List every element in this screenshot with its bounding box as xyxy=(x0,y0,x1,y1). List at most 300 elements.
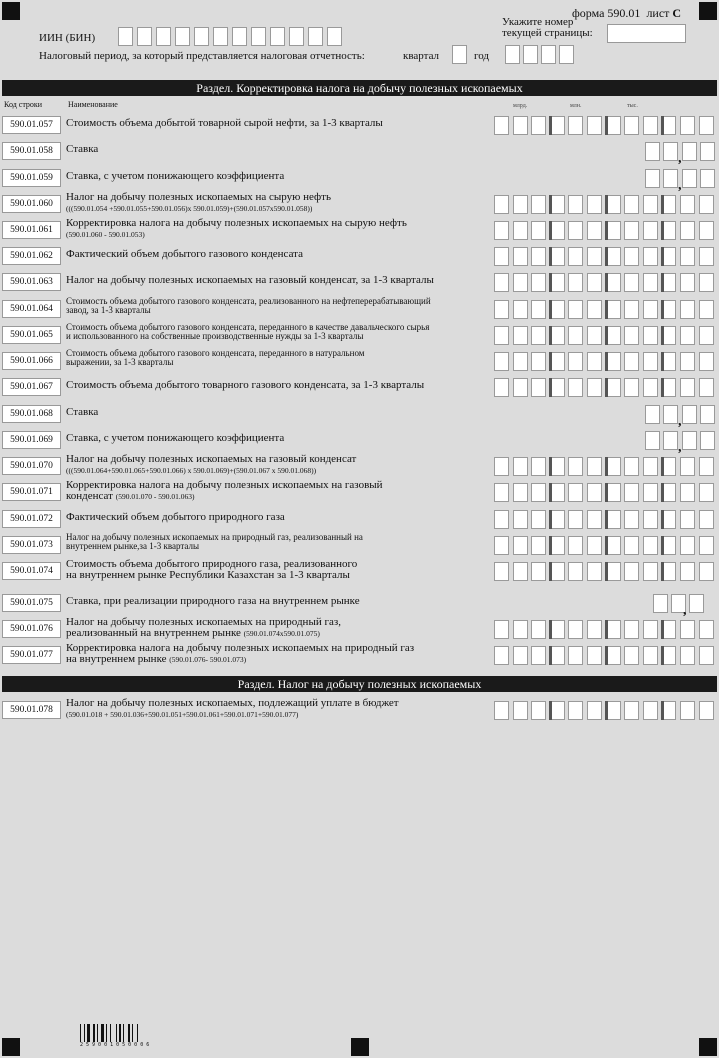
digit-cell[interactable] xyxy=(550,221,565,240)
form-row xyxy=(0,481,719,503)
digit-cell[interactable] xyxy=(643,116,658,135)
digit-cell[interactable] xyxy=(699,352,714,371)
digit-cell[interactable] xyxy=(568,646,583,665)
group-separator xyxy=(605,221,608,240)
digit-cell[interactable] xyxy=(494,221,509,240)
row-code: 590.01.076 xyxy=(2,620,61,638)
digit-cell[interactable] xyxy=(587,457,602,476)
digit-cell[interactable] xyxy=(531,562,546,581)
digit-cell[interactable] xyxy=(624,483,639,502)
digit-cell[interactable] xyxy=(568,536,583,555)
row-label: Стоимость объема добытого газового конденсата, реализованного на нефтеперерабатывающий завод, за 1-3 кварталы xyxy=(66,296,431,315)
year-field[interactable] xyxy=(505,45,581,65)
digit-cell[interactable] xyxy=(513,620,528,639)
form-row xyxy=(0,699,719,721)
row-code: 590.01.068 xyxy=(2,405,61,423)
digit-cell[interactable] xyxy=(587,701,602,720)
digit-cell[interactable] xyxy=(680,352,695,371)
digit-cell[interactable] xyxy=(624,646,639,665)
digit-cell[interactable] xyxy=(643,646,658,665)
digit-cell[interactable] xyxy=(680,510,695,529)
group-separator xyxy=(605,326,608,345)
digit-cell[interactable] xyxy=(624,326,639,345)
digit-cell[interactable] xyxy=(568,195,583,214)
form-row xyxy=(0,193,719,215)
digit-cell[interactable] xyxy=(494,116,509,135)
digit-cell[interactable] xyxy=(494,326,509,345)
digit-cell[interactable] xyxy=(624,116,639,135)
page-number-field[interactable] xyxy=(607,24,686,43)
digit-cell[interactable] xyxy=(643,326,658,345)
digit-cell[interactable] xyxy=(175,27,190,46)
digit-cell[interactable] xyxy=(531,273,546,292)
digit-cell[interactable] xyxy=(513,646,528,665)
digit-cell[interactable] xyxy=(568,483,583,502)
digit-cell[interactable] xyxy=(568,221,583,240)
digit-cell[interactable] xyxy=(550,457,565,476)
digit-cell[interactable] xyxy=(568,378,583,397)
row-label: Корректировка налога на добычу полезных ископаемых на природный газ на внутреннем рынке (590.01.076- 590.01.073) xyxy=(66,642,415,665)
digit-cell[interactable] xyxy=(513,116,528,135)
digit-cell[interactable] xyxy=(308,27,323,46)
digit-cell[interactable] xyxy=(643,378,658,397)
digit-cell[interactable] xyxy=(645,142,660,161)
row-code: 590.01.059 xyxy=(2,169,61,187)
digit-cell[interactable] xyxy=(700,142,715,161)
digit-cell[interactable] xyxy=(531,247,546,266)
digit-cell[interactable] xyxy=(531,510,546,529)
digit-cell[interactable] xyxy=(541,45,556,64)
group-separator xyxy=(661,326,664,345)
barcode-bar xyxy=(93,1024,95,1042)
digit-cell[interactable] xyxy=(663,405,678,424)
digit-cell[interactable] xyxy=(587,562,602,581)
digit-cell[interactable] xyxy=(232,27,247,46)
digit-cell[interactable] xyxy=(645,405,660,424)
digit-cell[interactable] xyxy=(494,646,509,665)
digit-cell[interactable] xyxy=(513,510,528,529)
digit-cell[interactable] xyxy=(680,457,695,476)
row-code: 590.01.058 xyxy=(2,142,61,160)
digit-cell[interactable] xyxy=(624,701,639,720)
digit-cell[interactable] xyxy=(587,378,602,397)
digit-cell[interactable] xyxy=(531,457,546,476)
group-separator xyxy=(549,510,552,529)
digit-cell[interactable] xyxy=(550,247,565,266)
iin-field[interactable] xyxy=(118,27,358,47)
barcode-bar xyxy=(128,1024,130,1042)
digit-cell[interactable] xyxy=(550,326,565,345)
digit-cell[interactable] xyxy=(550,646,565,665)
digit-cell[interactable] xyxy=(513,300,528,319)
row-label: Налог на добычу полезных ископаемых на сырую нефть (((590.01.054 +590.01.055+590.01.056)x 590.01.059)+(590.01.057x590.01.058)) xyxy=(66,191,331,213)
digit-cell[interactable] xyxy=(550,483,565,502)
digit-cell[interactable] xyxy=(700,169,715,188)
quarter-field[interactable] xyxy=(452,45,467,64)
digit-cell[interactable] xyxy=(699,483,714,502)
digit-cell[interactable] xyxy=(699,536,714,555)
digit-cell[interactable] xyxy=(494,620,509,639)
digit-cell[interactable] xyxy=(513,457,528,476)
digit-cell[interactable] xyxy=(531,483,546,502)
row-label: Налог на добычу полезных ископаемых, подлежащий уплате в бюджет (590.01.018 + 590.01.036+590.01.051+590.01.061+590.01.071+590.01.077) xyxy=(66,697,399,719)
digit-cell[interactable] xyxy=(523,45,538,64)
page-number-prompt: Укажите номер текущей страницы: xyxy=(502,16,593,39)
digit-cell[interactable] xyxy=(699,646,714,665)
digit-cell[interactable] xyxy=(251,27,266,46)
digit-cell[interactable] xyxy=(653,594,668,613)
row-code: 590.01.075 xyxy=(2,594,61,612)
digit-cell[interactable] xyxy=(699,620,714,639)
row-code: 590.01.067 xyxy=(2,378,61,396)
digit-cell[interactable] xyxy=(624,352,639,371)
digit-cell[interactable] xyxy=(624,273,639,292)
digit-cell[interactable] xyxy=(513,247,528,266)
digit-cell[interactable] xyxy=(494,352,509,371)
digit-cell[interactable] xyxy=(587,221,602,240)
digit-cell[interactable] xyxy=(587,620,602,639)
group-separator xyxy=(549,116,552,135)
row-code: 590.01.060 xyxy=(2,195,61,213)
digit-cell[interactable] xyxy=(680,483,695,502)
digit-cell[interactable] xyxy=(550,195,565,214)
barcode-bar xyxy=(106,1024,107,1042)
digit-cell[interactable] xyxy=(568,510,583,529)
digit-cell[interactable] xyxy=(513,221,528,240)
digit-cell[interactable] xyxy=(587,536,602,555)
digit-cell[interactable] xyxy=(643,457,658,476)
digit-cell[interactable] xyxy=(327,27,342,46)
group-separator xyxy=(549,562,552,581)
group-separator xyxy=(549,326,552,345)
digit-cell[interactable] xyxy=(513,536,528,555)
digit-cell[interactable] xyxy=(680,326,695,345)
digit-cell[interactable] xyxy=(568,620,583,639)
digit-cell[interactable] xyxy=(624,221,639,240)
digit-cell[interactable] xyxy=(643,620,658,639)
row-code: 590.01.069 xyxy=(2,431,61,449)
form-row xyxy=(0,534,719,556)
digit-cell[interactable] xyxy=(587,116,602,135)
digit-cell[interactable] xyxy=(531,620,546,639)
row-label: Ставка, с учетом понижающего коэффициента xyxy=(66,170,285,182)
group-separator xyxy=(549,536,552,555)
digit-cell[interactable] xyxy=(624,300,639,319)
digit-cell[interactable] xyxy=(531,326,546,345)
digit-cell[interactable] xyxy=(624,620,639,639)
digit-cell[interactable] xyxy=(513,378,528,397)
group-separator xyxy=(549,378,552,397)
digit-cell[interactable] xyxy=(531,300,546,319)
group-separator xyxy=(661,195,664,214)
digit-cell[interactable] xyxy=(643,221,658,240)
form-row xyxy=(0,560,719,582)
digit-cell[interactable] xyxy=(587,352,602,371)
digit-cell[interactable] xyxy=(137,27,152,46)
digit-cell[interactable] xyxy=(531,352,546,371)
digit-cell[interactable] xyxy=(643,247,658,266)
row-label: Стоимость объема добытой товарной сырой нефти, за 1-3 кварталы xyxy=(66,117,383,129)
barcode-bar xyxy=(137,1024,138,1042)
digit-cell[interactable] xyxy=(645,431,660,450)
barcode-bar xyxy=(87,1024,90,1042)
digit-cell[interactable] xyxy=(513,273,528,292)
group-separator xyxy=(549,273,552,292)
row-label: Стоимость объема добытого газового конденсата, переданного в качестве давальческого сырья и использованного на собственные производственные нужды за 1-3 кварталы xyxy=(66,322,430,341)
digit-cell[interactable] xyxy=(680,116,695,135)
digit-cell[interactable] xyxy=(289,27,304,46)
decimal-comma: , xyxy=(678,178,682,193)
barcode-bar xyxy=(110,1024,111,1042)
digit-cell[interactable] xyxy=(550,701,565,720)
digit-cell[interactable] xyxy=(568,352,583,371)
unit-million: млн. xyxy=(570,103,582,109)
form-row xyxy=(0,271,719,293)
digit-cell[interactable] xyxy=(550,620,565,639)
digit-cell[interactable] xyxy=(587,273,602,292)
digit-cell[interactable] xyxy=(213,27,228,46)
digit-cell[interactable] xyxy=(680,378,695,397)
digit-cell[interactable] xyxy=(682,431,697,450)
digit-cell[interactable] xyxy=(156,27,171,46)
digit-cell[interactable] xyxy=(568,326,583,345)
group-separator xyxy=(549,247,552,266)
decimal-comma: , xyxy=(678,440,682,455)
group-separator xyxy=(605,300,608,319)
digit-cell[interactable] xyxy=(663,142,678,161)
form-row xyxy=(0,167,719,193)
row-code: 590.01.066 xyxy=(2,352,61,370)
digit-cell[interactable] xyxy=(494,300,509,319)
digit-cell[interactable] xyxy=(494,457,509,476)
digit-cell[interactable] xyxy=(587,483,602,502)
digit-cell[interactable] xyxy=(568,273,583,292)
digit-cell[interactable] xyxy=(494,195,509,214)
digit-cell[interactable] xyxy=(643,510,658,529)
group-separator xyxy=(661,352,664,371)
digit-cell[interactable] xyxy=(699,116,714,135)
unit-thousand: тыс. xyxy=(627,103,638,109)
digit-cell[interactable] xyxy=(680,300,695,319)
form-row xyxy=(0,350,719,372)
digit-cell[interactable] xyxy=(699,221,714,240)
digit-cell[interactable] xyxy=(699,273,714,292)
form-number: форма 590.01 лист C xyxy=(572,6,682,20)
digit-cell[interactable] xyxy=(682,142,697,161)
row-code: 590.01.062 xyxy=(2,247,61,265)
barcode-bar xyxy=(101,1024,104,1042)
digit-cell[interactable] xyxy=(513,352,528,371)
digit-cell[interactable] xyxy=(513,483,528,502)
digit-cell[interactable] xyxy=(643,701,658,720)
group-separator xyxy=(549,195,552,214)
digit-cell[interactable] xyxy=(624,195,639,214)
digit-cell[interactable] xyxy=(587,300,602,319)
digit-cell[interactable] xyxy=(699,300,714,319)
digit-cell[interactable] xyxy=(624,457,639,476)
digit-cell[interactable] xyxy=(699,195,714,214)
group-separator xyxy=(661,116,664,135)
digit-cell[interactable] xyxy=(643,352,658,371)
digit-cell[interactable] xyxy=(663,431,678,450)
digit-cell[interactable] xyxy=(568,116,583,135)
form-row xyxy=(0,618,719,640)
digit-cell[interactable] xyxy=(680,701,695,720)
form-row xyxy=(0,245,719,267)
row-code: 590.01.072 xyxy=(2,510,61,528)
digit-cell[interactable] xyxy=(699,510,714,529)
registration-mark xyxy=(699,1038,717,1056)
digit-cell[interactable] xyxy=(494,247,509,266)
digit-cell[interactable] xyxy=(624,247,639,266)
digit-cell[interactable] xyxy=(643,195,658,214)
digit-cell[interactable] xyxy=(645,169,660,188)
barcode-bar xyxy=(123,1024,124,1042)
digit-cell[interactable] xyxy=(682,405,697,424)
digit-cell[interactable] xyxy=(699,701,714,720)
digit-cell[interactable] xyxy=(494,273,509,292)
digit-cell[interactable] xyxy=(194,27,209,46)
digit-cell[interactable] xyxy=(494,562,509,581)
digit-cell[interactable] xyxy=(699,378,714,397)
digit-cell[interactable] xyxy=(663,169,678,188)
digit-cell[interactable] xyxy=(624,378,639,397)
digit-cell[interactable] xyxy=(587,510,602,529)
digit-cell[interactable] xyxy=(550,116,565,135)
decimal-comma: , xyxy=(683,603,687,618)
group-separator xyxy=(661,701,664,720)
group-separator xyxy=(605,536,608,555)
digit-cell[interactable] xyxy=(680,536,695,555)
group-separator xyxy=(605,378,608,397)
digit-cell[interactable] xyxy=(643,273,658,292)
form-row xyxy=(0,455,719,477)
digit-cell[interactable] xyxy=(587,247,602,266)
digit-cell[interactable] xyxy=(680,221,695,240)
sheet-letter: C xyxy=(672,6,682,20)
group-separator xyxy=(549,352,552,371)
form-row xyxy=(0,403,719,429)
digit-cell[interactable] xyxy=(699,457,714,476)
digit-cell[interactable] xyxy=(587,646,602,665)
digit-cell[interactable] xyxy=(643,536,658,555)
digit-cell[interactable] xyxy=(513,562,528,581)
digit-cell[interactable] xyxy=(699,326,714,345)
digit-cell[interactable] xyxy=(531,195,546,214)
digit-cell[interactable] xyxy=(568,247,583,266)
digit-cell[interactable] xyxy=(550,273,565,292)
digit-cell[interactable] xyxy=(680,646,695,665)
digit-cell[interactable] xyxy=(699,562,714,581)
digit-cell[interactable] xyxy=(568,457,583,476)
digit-cell[interactable] xyxy=(680,562,695,581)
digit-cell[interactable] xyxy=(624,536,639,555)
unit-billion: млрд. xyxy=(513,103,528,109)
digit-cell[interactable] xyxy=(568,300,583,319)
group-separator xyxy=(661,221,664,240)
barcode-text: 2 5 9 0 0 1 0 5 0 0 0 6 xyxy=(80,1042,150,1048)
barcode-bar xyxy=(80,1024,81,1042)
digit-cell[interactable] xyxy=(680,195,695,214)
digit-cell[interactable] xyxy=(700,431,715,450)
digit-cell[interactable] xyxy=(531,701,546,720)
digit-cell[interactable] xyxy=(505,45,520,64)
digit-cell[interactable] xyxy=(550,352,565,371)
digit-cell[interactable] xyxy=(550,510,565,529)
digit-cell[interactable] xyxy=(550,300,565,319)
digit-cell[interactable] xyxy=(513,701,528,720)
row-code: 590.01.065 xyxy=(2,326,61,344)
digit-cell[interactable] xyxy=(531,116,546,135)
barcode-bar xyxy=(84,1024,85,1042)
group-separator xyxy=(605,352,608,371)
group-separator xyxy=(605,247,608,266)
digit-cell[interactable] xyxy=(550,536,565,555)
digit-cell[interactable] xyxy=(494,483,509,502)
digit-cell[interactable] xyxy=(624,510,639,529)
group-separator xyxy=(549,300,552,319)
digit-cell[interactable] xyxy=(531,378,546,397)
digit-cell[interactable] xyxy=(680,273,695,292)
row-label: Налог на добычу полезных ископаемых на природный газ, реализованный на внутреннем рынке (590.01.074x590.01.075) xyxy=(66,616,341,639)
digit-cell[interactable] xyxy=(531,646,546,665)
digit-cell[interactable] xyxy=(270,27,285,46)
group-separator xyxy=(605,562,608,581)
digit-cell[interactable] xyxy=(643,300,658,319)
digit-cell[interactable] xyxy=(550,562,565,581)
digit-cell[interactable] xyxy=(624,562,639,581)
digit-cell[interactable] xyxy=(550,378,565,397)
barcode-bar xyxy=(119,1024,121,1042)
digit-cell[interactable] xyxy=(680,247,695,266)
row-code: 590.01.071 xyxy=(2,483,61,501)
digit-cell[interactable] xyxy=(494,510,509,529)
registration-mark xyxy=(2,1038,20,1056)
digit-cell[interactable] xyxy=(587,195,602,214)
barcode-bar xyxy=(116,1024,117,1042)
digit-cell[interactable] xyxy=(568,562,583,581)
digit-cell[interactable] xyxy=(494,536,509,555)
digit-cell[interactable] xyxy=(494,701,509,720)
digit-cell[interactable] xyxy=(494,378,509,397)
digit-cell[interactable] xyxy=(587,326,602,345)
digit-cell[interactable] xyxy=(699,247,714,266)
digit-cell[interactable] xyxy=(643,562,658,581)
digit-cell[interactable] xyxy=(513,326,528,345)
digit-cell[interactable] xyxy=(682,169,697,188)
group-separator xyxy=(605,701,608,720)
row-code: 590.01.064 xyxy=(2,300,61,318)
group-separator xyxy=(661,457,664,476)
group-separator xyxy=(661,300,664,319)
digit-cell[interactable] xyxy=(531,221,546,240)
digit-cell[interactable] xyxy=(531,536,546,555)
group-separator xyxy=(661,273,664,292)
digit-cell[interactable] xyxy=(680,620,695,639)
row-code: 590.01.057 xyxy=(2,116,61,134)
digit-cell[interactable] xyxy=(118,27,133,46)
group-separator xyxy=(605,273,608,292)
digit-cell[interactable] xyxy=(513,195,528,214)
row-code: 590.01.074 xyxy=(2,562,61,580)
digit-cell[interactable] xyxy=(689,594,704,613)
row-code: 590.01.078 xyxy=(2,701,61,719)
digit-cell[interactable] xyxy=(700,405,715,424)
form-row xyxy=(0,508,719,530)
digit-cell[interactable] xyxy=(568,701,583,720)
digit-cell[interactable] xyxy=(559,45,574,64)
digit-cell[interactable] xyxy=(643,483,658,502)
